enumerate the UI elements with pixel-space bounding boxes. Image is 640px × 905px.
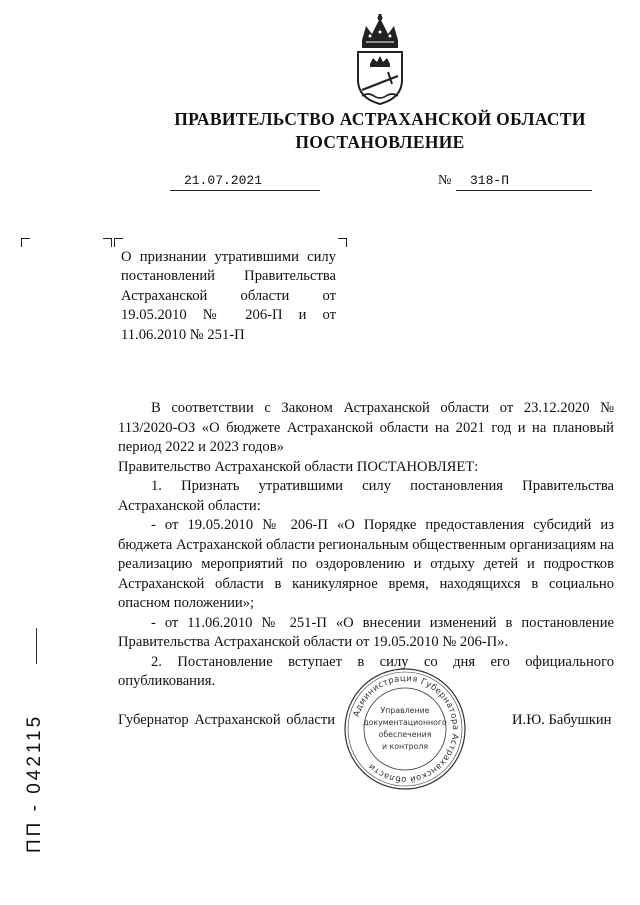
- corner-mark-left: [21, 238, 30, 247]
- signatory-name: И.Ю. Бабушкин: [512, 712, 612, 728]
- corner-mark-subject-right: [338, 238, 347, 247]
- document-body: [118, 399, 614, 692]
- svg-text:Администрация Губернатора Астр: [351, 673, 461, 785]
- document-number: 318-П: [456, 173, 592, 191]
- signatory-title: Губернатор Астраханской области: [118, 712, 336, 728]
- margin-mark: [36, 628, 37, 664]
- document-subject: О признании утратившими силу постановлений Правительства Астраханской области от 19.05.2010 № 206-П и от 11.06.2010 № 251-П: [121, 249, 336, 343]
- body-paragraph-resolves: Правительство Астраханской области ПОСТАНОВЛЯЕТ:: [118, 458, 479, 475]
- stamp-line-3: обеспечения: [378, 730, 432, 739]
- number-label: №: [438, 173, 452, 188]
- document-type-title: ПОСТАНОВЛЕНИЕ: [295, 132, 465, 152]
- body-paragraph-item-1: 1. Признать утратившими силу постановления Правительства Астраханской области:: [118, 478, 614, 514]
- corner-mark-subject-left-2: [114, 238, 123, 247]
- body-paragraph-item-2: 2. Постановление вступает в силу со дня его официального опубликования.: [118, 653, 614, 689]
- body-paragraph-item-1a: - от 19.05.2010 № 206-П «О Порядке предоставления субсидий из бюджета Астраханской области региональным общественным организациям на реализацию мероприятий по оздоровлению и отдыху детей и подростков Астраханской области в каникулярное время, находящихся в социально опасном положении»;: [118, 517, 614, 611]
- stamp-line-2: документационного: [363, 718, 447, 727]
- body-paragraph-item-1b: - от 11.06.2010 № 251-П «О внесении изменений в постановление Правительства Астраханской области от 19.05.2010 № 206-П».: [118, 614, 614, 650]
- corner-mark-subject-left: [103, 238, 112, 247]
- stamp-ring-text: Администрация Губернатора Астраханской области: [350, 672, 462, 786]
- government-title: ПРАВИТЕЛЬСТВО АСТРАХАНСКОЙ ОБЛАСТИ: [174, 109, 586, 129]
- official-stamp: [343, 667, 467, 791]
- body-paragraph-preamble: В соответствии с Законом Астраханской области от 23.12.2020 № 113/2020-ОЗ «О бюджете Астраханской области на 2021 год и на плановый период 2022 и 2023 годов»: [118, 400, 614, 455]
- stamp-line-4: и контроля: [381, 742, 429, 751]
- document-date: 21.07.2021: [170, 173, 320, 191]
- form-serial-code: ПП - 042115: [24, 713, 45, 853]
- coat-of-arms-emblem: [348, 14, 412, 106]
- stamp-line-1: Управление: [380, 706, 430, 715]
